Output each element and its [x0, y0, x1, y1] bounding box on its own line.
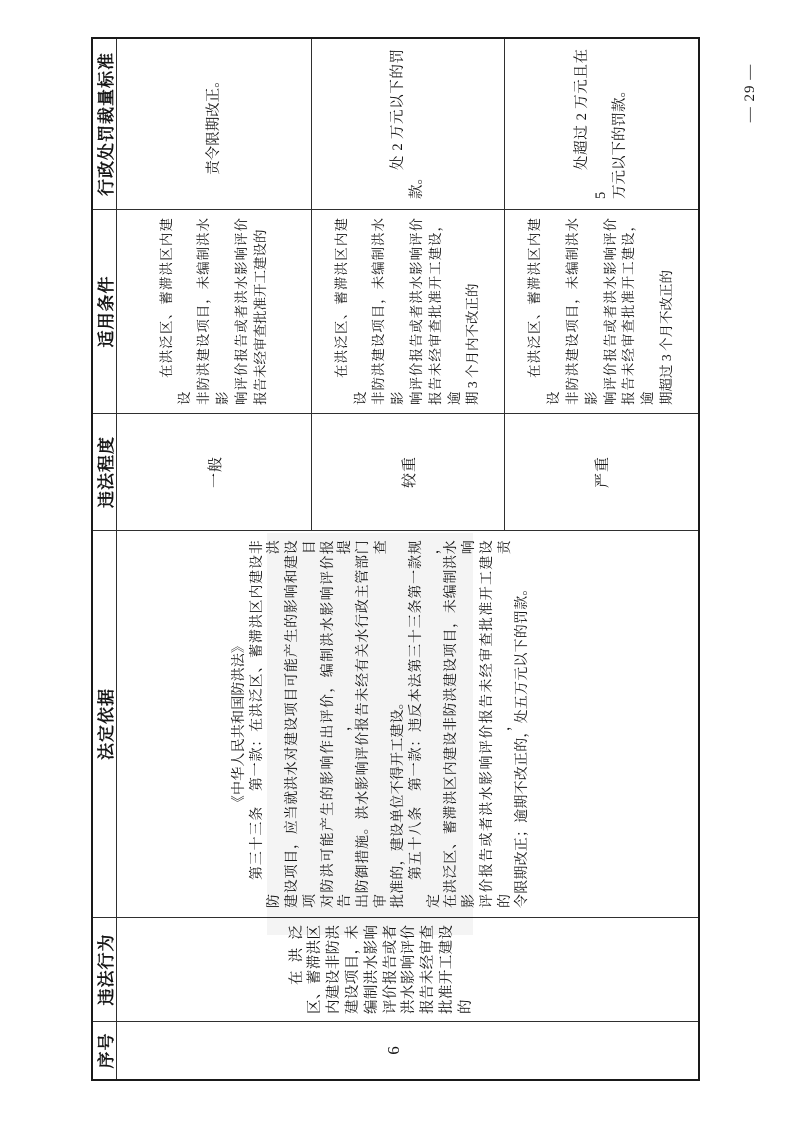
cell-penalty-2	[312, 39, 505, 209]
penalty-2-text: 处 2 万元以下的罚 款。	[390, 49, 425, 199]
header-cell-shiyong-tiaojian: 适用条件	[93, 209, 117, 413]
header-cell-weifa-xingwei: 违法行为	[93, 917, 117, 1021]
cell-degree-1	[117, 413, 312, 530]
cell-serial-number	[117, 1021, 698, 1079]
cell-legal-basis	[117, 530, 698, 917]
degree-1-label: 一般	[207, 456, 224, 489]
cell-illegal-behavior	[117, 917, 698, 1021]
cell-degree-3	[505, 413, 698, 530]
legal-basis-law-title: 《中华人民共和国防洪法》	[232, 638, 248, 810]
cell-penalty-3	[505, 39, 698, 209]
penalty-3-text: 处超过 2 万元且在 5 万元以下的罚款。	[574, 49, 628, 199]
degree-3-label: 严重	[595, 456, 611, 489]
condition-1-text: 在洪泛区、蓄滞洪区内建设 非防洪建设项目，未编制洪水影 响评价报告或者洪水影响评价 报告未经审查批准开工建设的	[158, 218, 268, 405]
legal-basis-article-33: 第三十三条 第一款：在洪泛区、蓄滞洪区内建设非防洪 建设项目，应当就洪水对建设项目可能产生的影响和建设项目 对防洪可能产生的影响作出评价，编制洪水影响评价报告，提 出防御措施。洪水影响评价报告未经有关水行政主管部门审查 批准的，建设单位不得开工建设。	[249, 540, 407, 908]
legal-basis-article-58: 第五十八条 第一款：违反本法第三十三条第一款规定， 在洪泛区、蓄滞洪区内建设非防洪建设项目，未编制洪水影响 评价报告或者洪水影响评价报告未经审查批准开工建设的，责 令限期改正；逾期不改正的，处五万元以下的罚款。	[409, 540, 531, 908]
header-cell-weifa-chengdu: 违法程度	[93, 413, 117, 530]
cell-condition-1	[117, 209, 312, 413]
legal-basis-text	[231, 531, 532, 917]
header-cell-xuhao: 序号	[93, 1021, 117, 1079]
header-cell-cailiang-biaozhun: 行政处罚裁量标准	[93, 39, 117, 209]
penalty-1-text: 责令限期改正。	[205, 73, 222, 175]
degree-2-label: 较重	[401, 456, 418, 489]
illegal-behavior-text: 在洪泛 区、蓄滞洪区 内建设非防洪 建设项目，未 编制洪水影响 评价报告或者 洪水影响评价 报告未经审查 批准开工建设 的	[288, 925, 474, 1014]
cell-condition-2	[312, 209, 505, 413]
penalty-discretion-table	[91, 37, 700, 1081]
cell-condition-3	[505, 209, 698, 413]
header-cell-fading-yiju: 法定依据	[93, 530, 117, 917]
cell-degree-2	[312, 413, 505, 530]
condition-2-text: 在洪泛区、蓄滞洪区内建设 非防洪建设项目，未编制洪水影 响评价报告或者洪水影响评价 报告未经审查批准开工建设，逾 期 3 个月内不改正的	[333, 218, 481, 405]
serial-number-value: 6	[383, 1046, 403, 1055]
page-number: — 29 —	[742, 63, 758, 123]
condition-3-text: 在洪泛区、蓄滞洪区内建设 非防洪建设项目，未编制洪水影 响评价报告或者洪水影响评价 报告未经审查批准开工建设，逾 期超过 3 个月不改正的	[527, 218, 674, 405]
cell-penalty-1	[117, 39, 312, 209]
